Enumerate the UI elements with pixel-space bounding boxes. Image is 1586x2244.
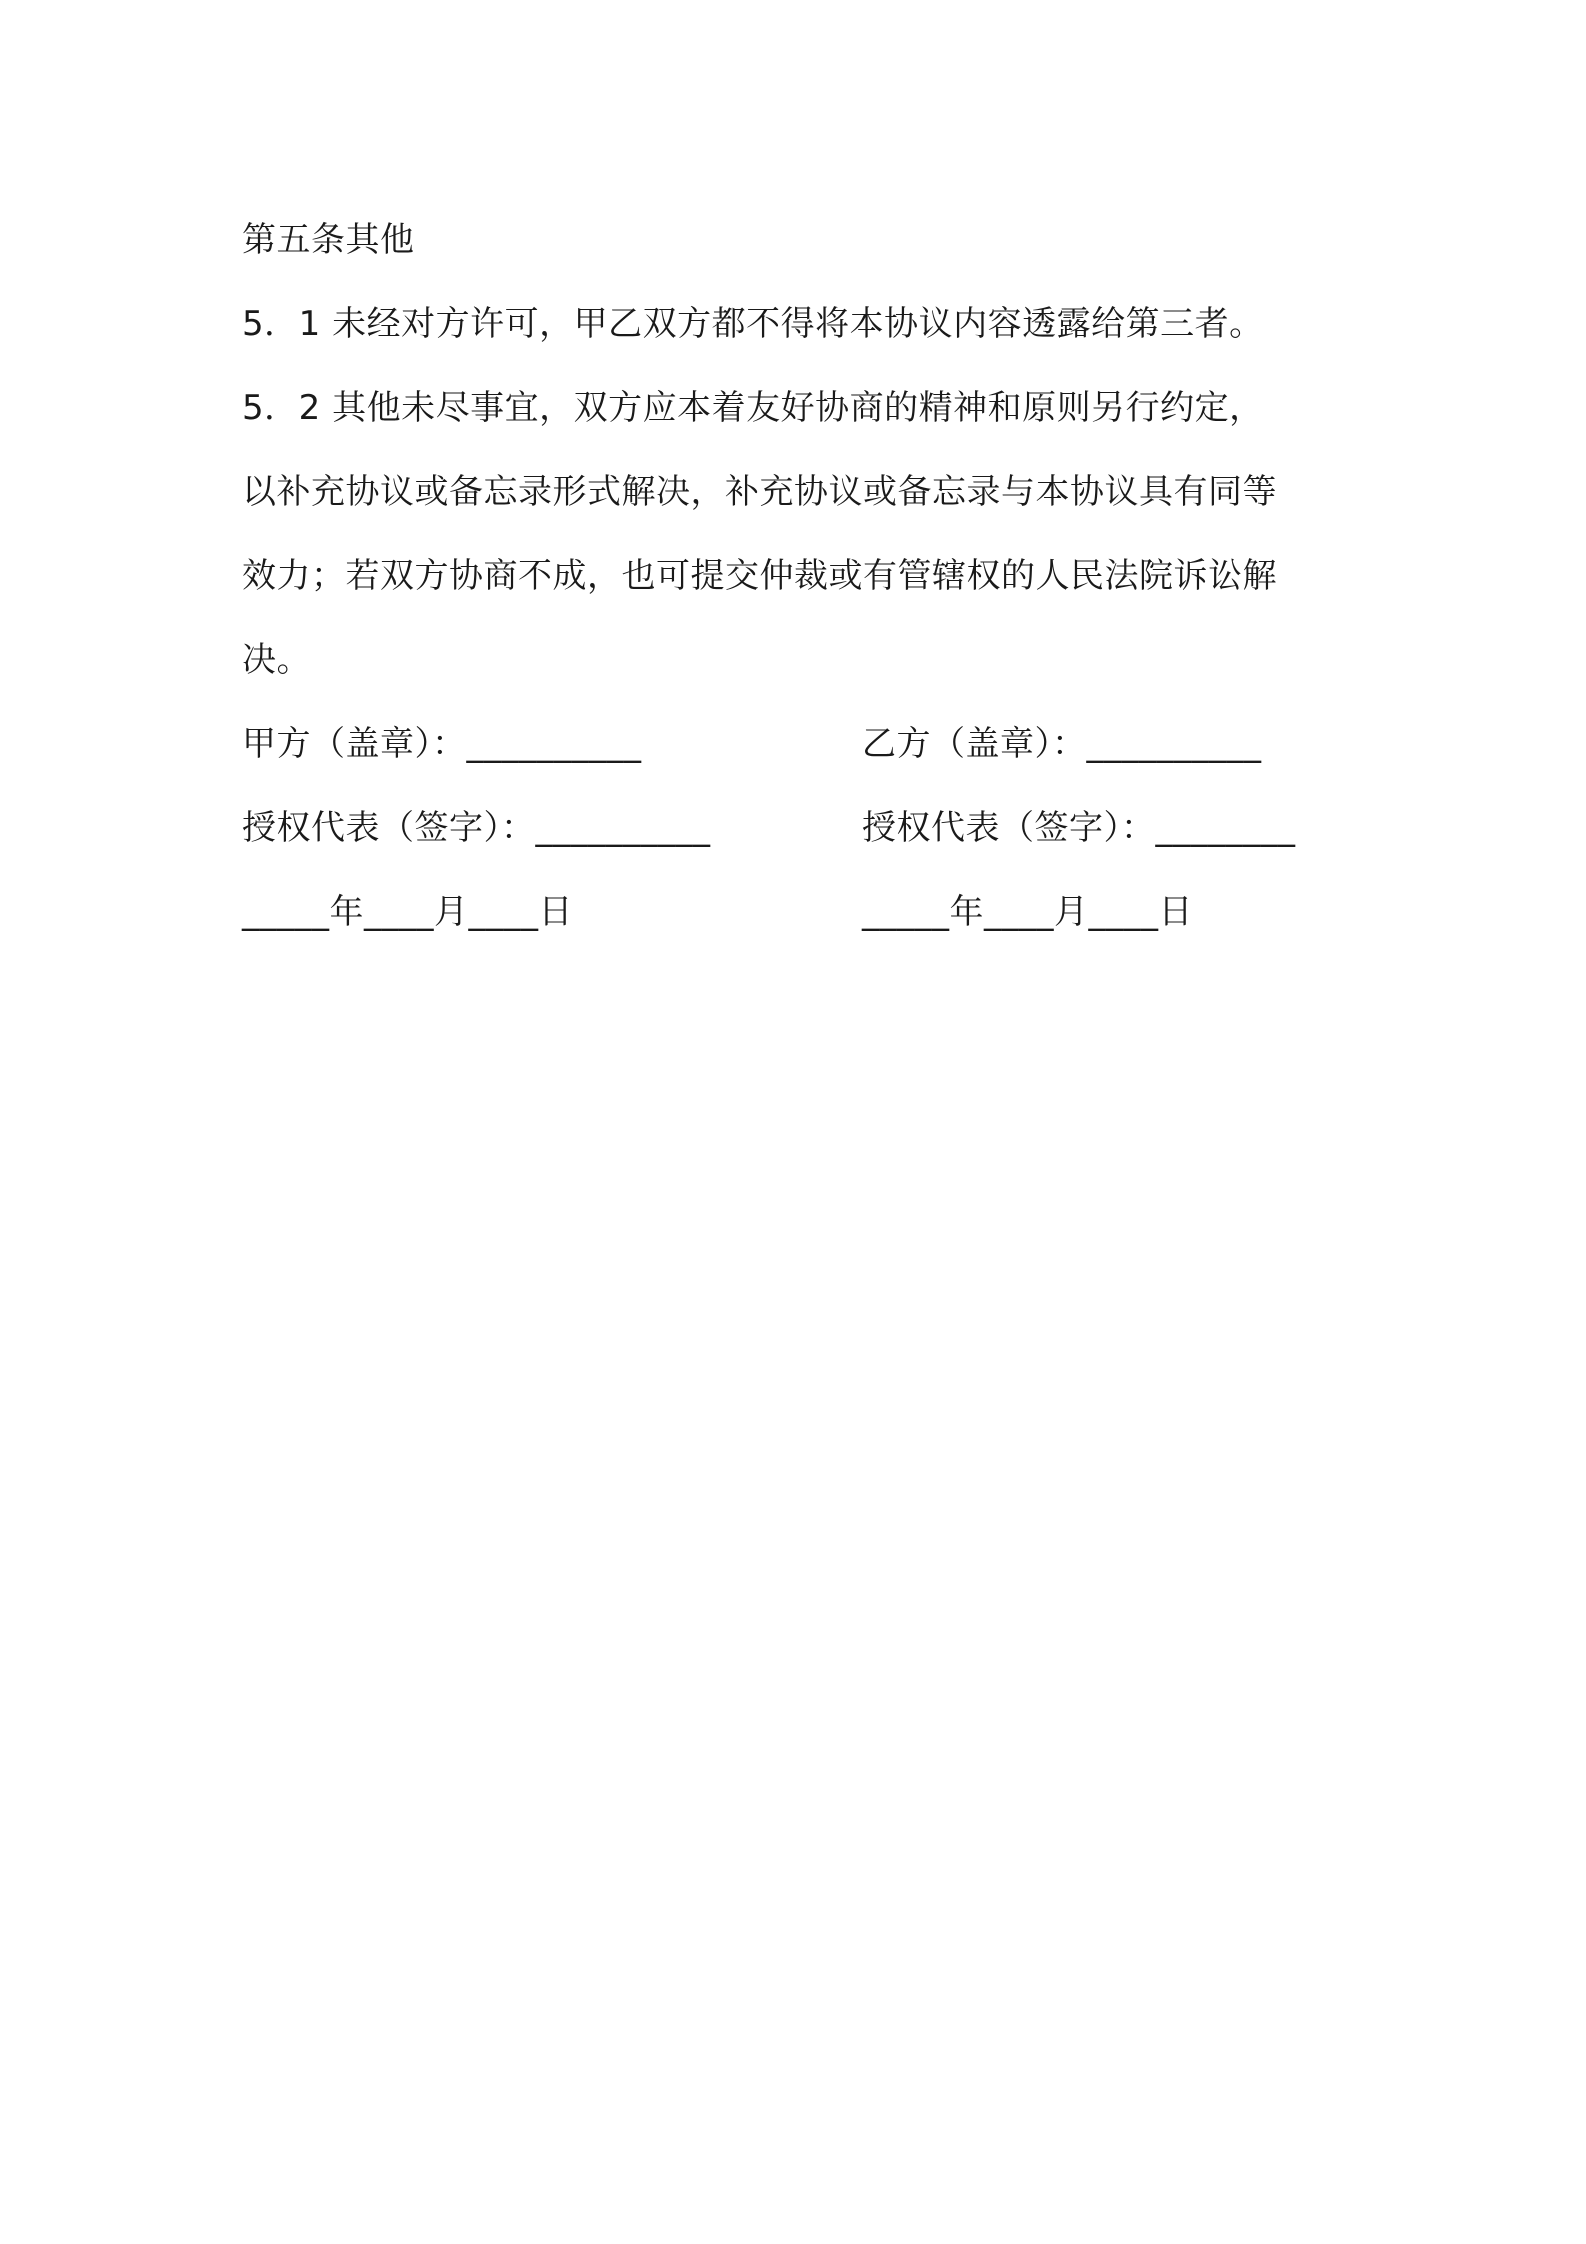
article-heading: 第五条其他 — [242, 220, 415, 260]
party-b-representative-field: 授权代表（签字）：________ — [862, 808, 1296, 848]
clause-5-1: 5．1 未经对方许可，甲乙双方都不得将本协议内容透露给第三者。 — [242, 304, 1264, 344]
clause-5-2-line: 效力；若双方协商不成，也可提交仲裁或有管辖权的人民法院诉讼解 — [242, 556, 1277, 596]
clause-5-2 — [242, 366, 1362, 702]
party-a-representative-field: 授权代表（签字）：__________ — [242, 808, 711, 848]
date-row — [242, 870, 1362, 954]
document-body — [242, 198, 1362, 954]
seal-row — [242, 702, 1362, 786]
clause-5-2-line: 以补充协议或备忘录形式解决，补充协议或备忘录与本协议具有同等 — [242, 472, 1277, 512]
party-b-date-field: _____年____月____日 — [862, 892, 1193, 932]
party-a-seal-field: 甲方（盖章）：__________ — [242, 724, 642, 764]
party-b-seal-field: 乙方（盖章）：__________ — [862, 724, 1262, 764]
representative-row — [242, 786, 1362, 870]
party-a-date-field: _____年____月____日 — [242, 892, 573, 932]
clause-5-2-line: 决。 — [242, 640, 311, 680]
signature-block — [242, 702, 1362, 954]
clause-5-2-line: 5．2 其他未尽事宜，双方应本着友好协商的精神和原则另行约定， — [242, 388, 1264, 428]
